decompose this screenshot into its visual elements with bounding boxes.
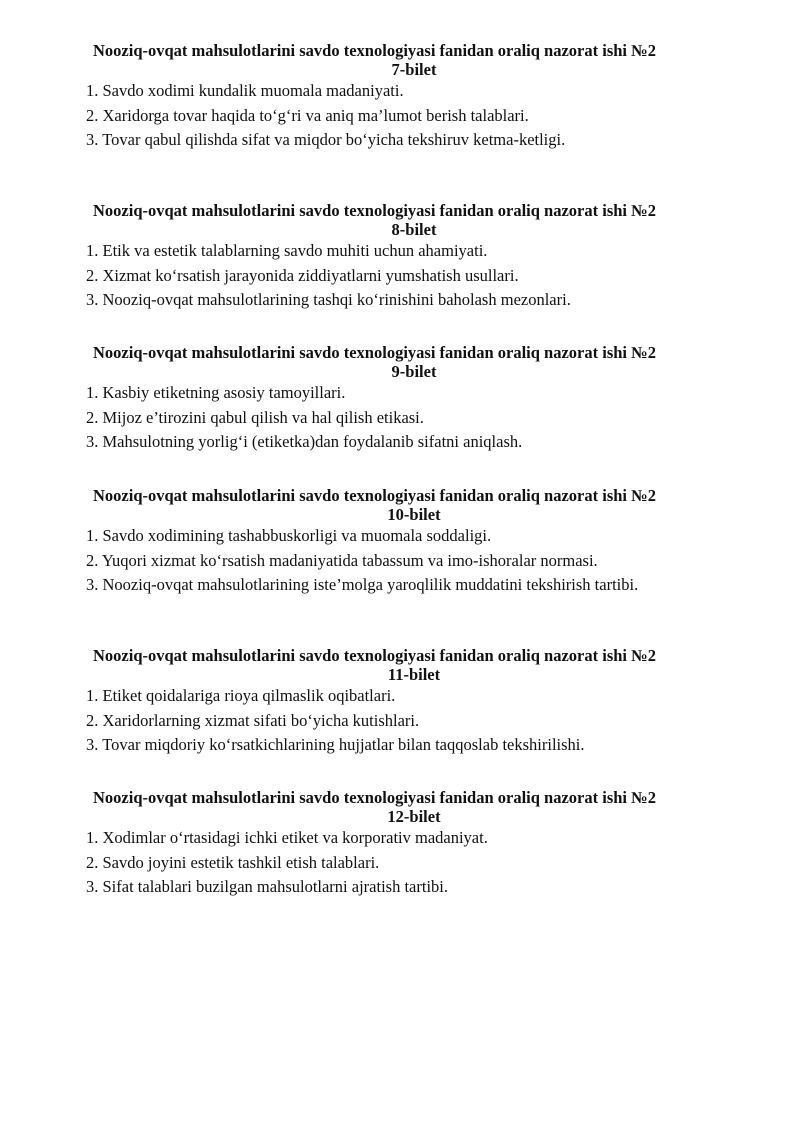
ticket-title: Nooziq-ovqat mahsulotlarini savdo texnologiyasi fanidan oraliq nazorat ishi №2 xyxy=(93,343,656,362)
question-list xyxy=(86,239,766,313)
question-item: 2. Xizmat ko‘rsatish jarayonida ziddiyatlarni yumshatish usullari. xyxy=(86,265,519,285)
question-item: 3. Tovar qabul qilishda sifat va miqdor bo‘yicha tekshiruv ketma-ketligi. xyxy=(86,130,566,149)
ticket-title: Nooziq-ovqat mahsulotlarini savdo texnologiyasi fanidan oraliq nazorat ishi №2 xyxy=(93,486,656,505)
question-item: 2. Savdo joyini estetik tashkil etish talablari. xyxy=(86,852,380,872)
ticket-title: Nooziq-ovqat mahsulotlarini savdo texnologiyasi fanidan oraliq nazorat ishi №2 xyxy=(93,646,656,665)
ticket-number: 12-bilet xyxy=(387,807,441,826)
ticket-number: 9-bilet xyxy=(391,362,437,381)
ticket-number: 10-bilet xyxy=(387,505,441,524)
ticket-9 xyxy=(86,343,766,455)
question-item: 2. Mijoz e’tirozini qabul qilish va hal qilish etikasi. xyxy=(86,407,424,427)
ticket-7 xyxy=(86,41,766,153)
question-list xyxy=(86,826,766,900)
question-item: 3. Nooziq-ovqat mahsulotlarining iste’molga yaroqlilik muddatini tekshirish tartibi. xyxy=(86,575,639,594)
ticket-number: 11-bilet xyxy=(387,665,441,684)
question-item: 1. Savdo xodimining tashabbuskorligi va muomala soddaligi. xyxy=(86,526,492,545)
ticket-10 xyxy=(86,486,766,598)
question-item: 3. Nooziq-ovqat mahsulotlarining tashqi ko‘rinishini baholash mezonlari. xyxy=(86,290,571,309)
ticket-number: 7-bilet xyxy=(391,60,437,79)
question-item: 2. Yuqori xizmat ko‘rsatish madaniyatida tabassum va imo-ishoralar normasi. xyxy=(86,550,598,570)
question-list xyxy=(86,524,766,598)
question-item: 3. Sifat talablari buzilgan mahsulotlarni ajratish tartibi. xyxy=(86,877,448,896)
question-list xyxy=(86,684,766,758)
ticket-11 xyxy=(86,646,766,758)
question-item: 1. Etiket qoidalariga rioya qilmaslik oqibatlari. xyxy=(86,686,396,705)
ticket-number: 8-bilet xyxy=(391,220,437,239)
question-item: 3. Tovar miqdoriy ko‘rsatkichlarining hujjatlar bilan taqqoslab tekshirilishi. xyxy=(86,735,585,754)
question-list xyxy=(86,381,766,455)
ticket-title: Nooziq-ovqat mahsulotlarini savdo texnologiyasi fanidan oraliq nazorat ishi №2 xyxy=(93,788,656,807)
question-item: 2. Xaridorlarning xizmat sifati bo‘yicha kutishlari. xyxy=(86,710,420,730)
ticket-8 xyxy=(86,201,766,313)
ticket-title: Nooziq-ovqat mahsulotlarini savdo texnologiyasi fanidan oraliq nazorat ishi №2 xyxy=(93,41,656,60)
question-item: 1. Kasbiy etiketning asosiy tamoyillari. xyxy=(86,383,346,402)
question-item: 2. Xaridorga tovar haqida to‘g‘ri va aniq ma’lumot berish talablari. xyxy=(86,105,529,125)
question-item: 1. Xodimlar o‘rtasidagi ichki etiket va korporativ madaniyat. xyxy=(86,828,488,847)
question-item: 1. Etik va estetik talablarning savdo muhiti uchun ahamiyati. xyxy=(86,241,488,260)
question-item: 1. Savdo xodimi kundalik muomala madaniyati. xyxy=(86,81,404,100)
question-item: 3. Mahsulotning yorlig‘i (etiketka)dan foydalanib sifatni aniqlash. xyxy=(86,432,523,451)
ticket-12 xyxy=(86,788,766,900)
ticket-title: Nooziq-ovqat mahsulotlarini savdo texnologiyasi fanidan oraliq nazorat ishi №2 xyxy=(93,201,656,220)
question-list xyxy=(86,79,766,153)
